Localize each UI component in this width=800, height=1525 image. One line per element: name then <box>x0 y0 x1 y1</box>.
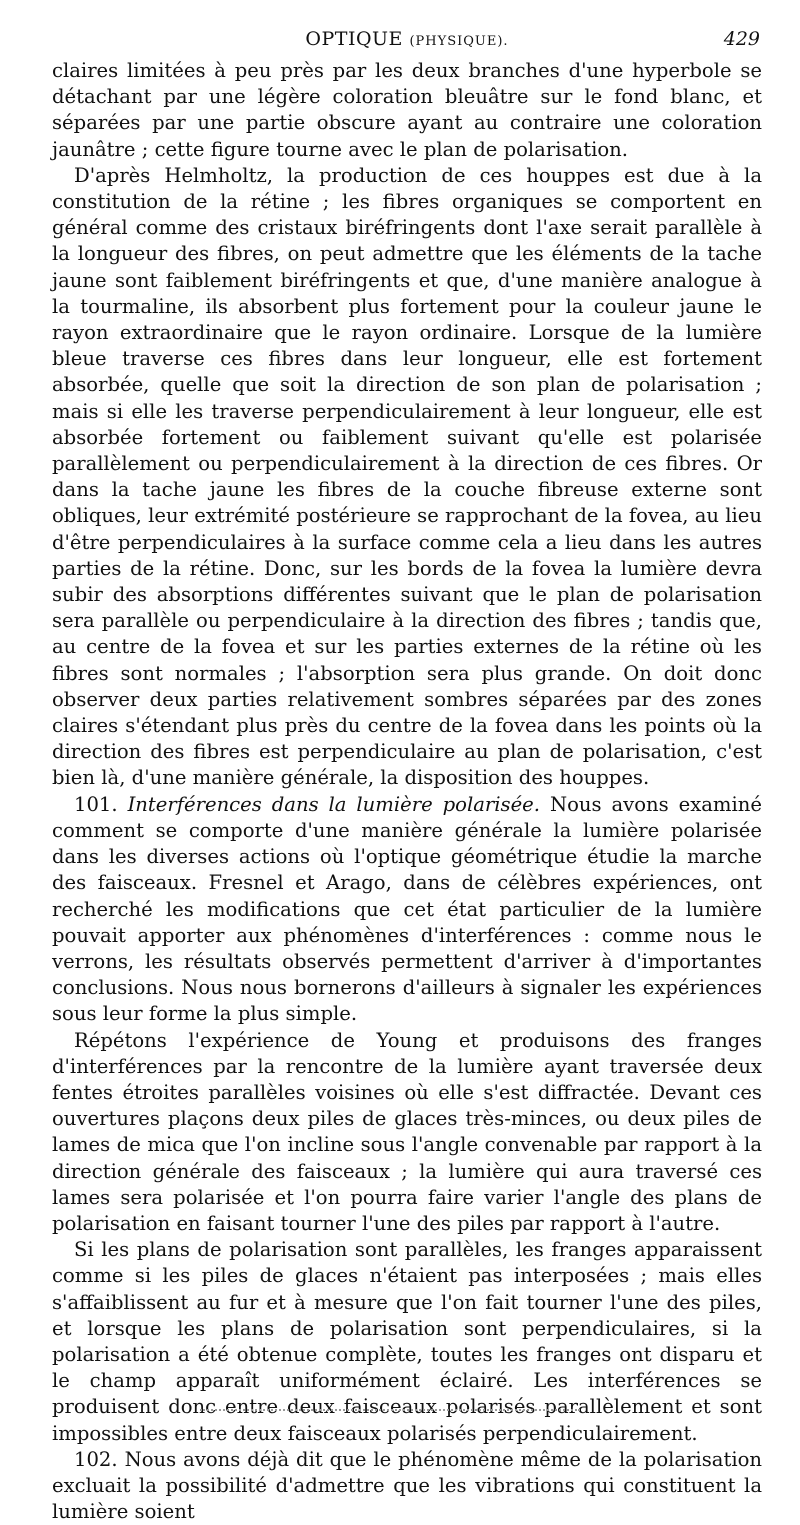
paragraph-text: claires limitées à peu près par les deux branches d'une hyperbole se détachant par une légère coloration bleuâtre sur le fond blanc, et séparées par une partie obscure ayant au contraire une coloration jaunâtre ; cette figure tourne avec le plan de polarisation. <box>52 59 762 161</box>
paragraph-text: Nous avons déjà dit que le phénomène même de la polarisation excluait la possibilité d'admettre que les vibrations qui constituent la lumière soient <box>52 1447 762 1524</box>
section-number: 101. <box>74 792 118 816</box>
running-title <box>52 28 762 50</box>
section-number: 102. <box>74 1447 118 1471</box>
section-102 <box>52 1447 762 1525</box>
body-text <box>52 58 762 1525</box>
page-number: 429 <box>723 28 760 50</box>
paragraph-young-experiment <box>52 1028 762 1238</box>
running-header <box>52 0 762 58</box>
paragraph-parallel-planes <box>52 1237 762 1447</box>
paragraph-text: Nous avons examiné comment se comporte d'une manière générale la lumière polarisée dans les diverses actions où l'optique géométrique étudie la marche des faisceaux. Fresnel et Arago, dans de célèbres expériences, ont recherché les modifications que cet état particulier de la lumière pouvait apporter aux phénomènes d'interférences : comme nous le verrons, les résultats observés permettent d'arriver à d'importantes conclusions. Nous nous bornerons d'ailleurs à signaler les expériences sous leur forme la plus simple. <box>52 792 762 1026</box>
paragraph-text: D'après Helmholtz, la production de ces houppes est due à la constitution de la rétine ; les fibres organiques se comportent en général comme des cristaux biréfringents dont l'axe serait parallèle à la longueur des fibres, on peut admettre que les éléments de la tache jaune sont faiblement biréfringents et que, d'une manière analogue à la tourmaline, ils absorbent plus fortement pour la couleur jaune le rayon extraordinaire que le rayon ordinaire. Lorsque de la lumière bleue traverse ces fibres dans leur longueur, elle est fortement absorbée, quelle que soit la direction de son plan de polarisation ; mais si elle les traverse perpendiculairement à leur longueur, elle est absorbée fortement ou faiblement suivant qu'elle est polarisée parallèlement ou perpendiculairement à la direction de ces fibres. Or dans la tache jaune les fibres de la couche fibreuse externe sont obliques, leur extrémité postérieure se rapprochant de la fovea, au lieu d'être perpendiculaires à la surface comme cela a lieu dans les autres parties de la rétine. Donc, sur les bords de la fovea la lumière devra subir des absorptions différentes suivant que le plan de polarisation sera parallèle ou perpendiculaire à la direction des fibres ; tandis que, au centre de la fovea et sur les parties externes de la rétine où les fibres sont normales ; l'absorption sera plus grande. On doit donc observer deux parties relativement sombres séparées par des zones claires s'étendant plus près du centre de la fovea dans les points où la direction des fibres est perpendiculaire au plan de polarisation, c'est bien là, d'une manière générale, la disposition des houppes. <box>52 163 762 790</box>
paragraph-helmholtz <box>52 163 762 792</box>
paragraph-continuation <box>52 58 762 163</box>
section-101 <box>52 792 762 1028</box>
paragraph-text: Répétons l'expérience de Young et produisons des franges d'interférences par la rencontre de la lumière ayant traversée deux fentes étroites parallèles voisines où elle s'est diffractée. Devant ces ouvertures plaçons deux piles de glaces très-minces, ou deux piles de lames de mica que l'on incline sous l'angle convenable par rapport à la direction générale des faisceaux ; la lumière qui aura traversé ces lames sera polarisée et l'on pourra faire varier l'angle des plans de polarisation en faisant tourner l'une des piles par rapport à l'autre. <box>52 1028 762 1235</box>
running-title-main: OPTIQUE <box>305 28 403 50</box>
footer-rule <box>200 1409 580 1411</box>
running-title-sub: (PHYSIQUE). <box>409 34 509 49</box>
paragraph-text: Si les plans de polarisation sont parallèles, les franges apparaissent comme si les piles de glaces n'étaient pas interposées ; mais elles s'affaiblissent au fur et à mesure que l'on fait tourner l'une des piles, et lorsque les plans de polarisation sont perpendiculaires, si la polarisation a été obtenue complète, toutes les franges ont disparu et le champ apparaît uniformément éclairé. Les interférences se produisent donc entre deux faisceaux polarisés parallèlement et sont impossibles entre deux faisceaux polarisés perpendiculairement. <box>52 1238 762 1445</box>
section-title: Interférences dans la lumière polarisée. <box>127 792 541 816</box>
